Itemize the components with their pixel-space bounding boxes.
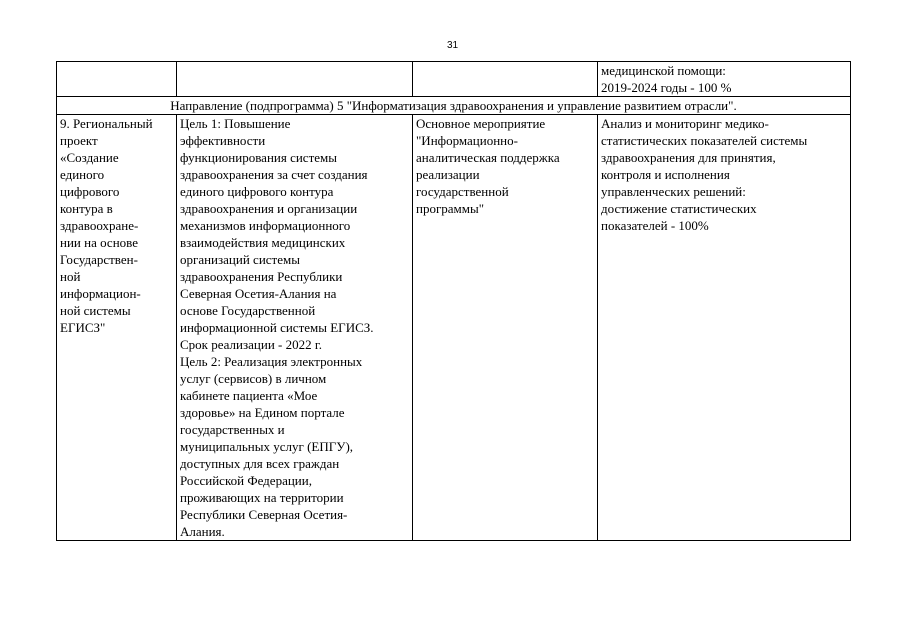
goal-line: Республики Северная Осетия- bbox=[180, 507, 348, 522]
measure-line: реализации bbox=[416, 167, 480, 182]
project-name-line: цифрового bbox=[60, 184, 120, 199]
continuation-cell-indicators bbox=[598, 62, 851, 97]
project-name-line: ЕГИСЗ" bbox=[60, 320, 106, 335]
measure-line: аналитическая поддержка bbox=[416, 150, 560, 165]
goal-line: основе Государственной bbox=[180, 303, 316, 318]
goal-line: Российской Федерации, bbox=[180, 473, 312, 488]
goal-line: механизмов информационного bbox=[180, 218, 351, 233]
goal-line: кабинете пациента «Мое bbox=[180, 388, 318, 403]
goal-line: услуг (сервисов) в личном bbox=[180, 371, 327, 386]
goal-line: организаций системы bbox=[180, 252, 300, 267]
continuation-cell-goals bbox=[177, 62, 413, 97]
indicator-line: здравоохранения для принятия, bbox=[601, 150, 776, 165]
goal-line: функционирования системы bbox=[180, 150, 337, 165]
project-name-line: единого bbox=[60, 167, 105, 182]
goal-line: доступных для всех граждан bbox=[180, 456, 340, 471]
indicator-line: достижение статистических bbox=[601, 201, 757, 216]
goal-line: Северная Осетия-Алания на bbox=[180, 286, 337, 301]
measure-line: государственной bbox=[416, 184, 509, 199]
goal-line: муниципальных услуг (ЕПГУ), bbox=[180, 439, 354, 454]
measure-cell bbox=[413, 115, 598, 541]
indicators-cell bbox=[598, 115, 851, 541]
project-name-line: контура в bbox=[60, 201, 113, 216]
project-name-line: ной системы bbox=[60, 303, 131, 318]
project-name-line: ной bbox=[60, 269, 81, 284]
continuation-cell-measure bbox=[413, 62, 598, 97]
measure-line: "Информационно- bbox=[416, 133, 518, 148]
project-name-line: 9. Региональный bbox=[60, 116, 153, 131]
goal-line: эффективности bbox=[180, 133, 266, 148]
goal-line: Цель 2: Реализация электронных bbox=[180, 354, 363, 369]
indicator-line: статистических показателей системы bbox=[601, 133, 808, 148]
indicator-line: Анализ и мониторинг медико- bbox=[601, 116, 769, 131]
goals-cell bbox=[177, 115, 413, 541]
project-name-line: информацион- bbox=[60, 286, 141, 301]
goal-line: Алания. bbox=[180, 524, 225, 539]
project-name-line: нии на основе bbox=[60, 235, 138, 250]
continuation-line: медицинской помощи: bbox=[601, 63, 726, 78]
continuation-line: 2019-2024 годы - 100 % bbox=[601, 80, 732, 95]
project-name-cell bbox=[57, 115, 177, 541]
goal-line: здравоохранения Республики bbox=[180, 269, 343, 284]
goal-line: Срок реализации - 2022 г. bbox=[180, 337, 322, 352]
measure-line: Основное мероприятие bbox=[416, 116, 546, 131]
indicator-line: управленческих решений: bbox=[601, 184, 746, 199]
goal-line: здравоохранения и организации bbox=[180, 201, 358, 216]
project-name-line: Государствен- bbox=[60, 252, 138, 267]
indicator-line: показателей - 100% bbox=[601, 218, 709, 233]
project-name-line: проект bbox=[60, 133, 98, 148]
page-number: 31 bbox=[446, 40, 459, 51]
goal-line: государственных и bbox=[180, 422, 285, 437]
goal-line: здоровье» на Едином портале bbox=[180, 405, 345, 420]
section-heading-row bbox=[57, 97, 851, 115]
program-table bbox=[56, 61, 851, 541]
indicator-line: контроля и исполнения bbox=[601, 167, 730, 182]
continuation-row bbox=[57, 62, 851, 97]
measure-line: программы" bbox=[416, 201, 485, 216]
goal-line: единого цифрового контура bbox=[180, 184, 334, 199]
goal-line: проживающих на территории bbox=[180, 490, 344, 505]
goal-line: информационной системы ЕГИСЗ. bbox=[180, 320, 374, 335]
section-heading: Направление (подпрограмма) 5 "Информатизация здравоохранения и управление развитием отрасли". bbox=[57, 97, 851, 115]
continuation-cell-project bbox=[57, 62, 177, 97]
goal-line: взаимодействия медицинских bbox=[180, 235, 346, 250]
project-row bbox=[57, 115, 851, 541]
project-name-line: здравоохране- bbox=[60, 218, 139, 233]
goal-line: здравоохранения за счет создания bbox=[180, 167, 368, 182]
project-name-line: «Создание bbox=[60, 150, 119, 165]
goal-line: Цель 1: Повышение bbox=[180, 116, 291, 131]
